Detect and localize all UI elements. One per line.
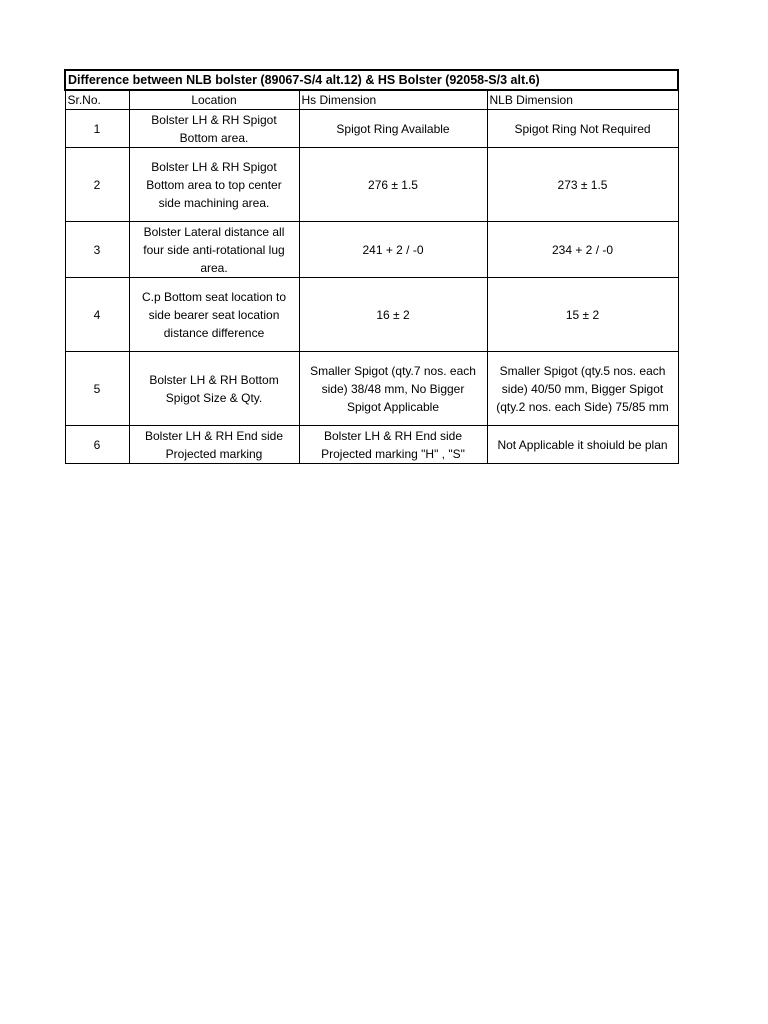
- cell-location[interactable]: [129, 426, 299, 464]
- cell-location[interactable]: [129, 148, 299, 222]
- cell-nlb-dimension[interactable]: [487, 352, 678, 426]
- cell-hs-dimension[interactable]: [299, 148, 487, 222]
- column-header-sr-no[interactable]: Sr.No.: [65, 90, 129, 110]
- table-row: [65, 352, 678, 426]
- cell-nlb-dimension-line: 273 ± 1.5: [557, 177, 608, 192]
- column-header-nlb-dimension[interactable]: NLB Dimension: [487, 90, 678, 110]
- cell-location-line: Bolster LH & RH Spigot: [151, 159, 277, 174]
- cell-nlb-dimension[interactable]: [487, 148, 678, 222]
- table-title[interactable]: Difference between NLB bolster (89067-S/4 alt.12) & HS Bolster (92058-S/3 alt.6): [65, 70, 678, 90]
- cell-nlb-dimension-line: 234 + 2 / -0: [551, 242, 614, 257]
- cell-nlb-dimension-line: Smaller Spigot (qty.5 nos. each: [499, 363, 666, 378]
- cell-nlb-dimension-line: (qty.2 nos. each Side) 75/85 mm: [496, 399, 669, 414]
- cell-nlb-dimension-line: 15 ± 2: [565, 307, 600, 322]
- cell-nlb-dimension[interactable]: [487, 110, 678, 148]
- column-header-location[interactable]: Location: [129, 90, 299, 110]
- cell-hs-dimension[interactable]: [299, 278, 487, 352]
- table-row: [65, 110, 678, 148]
- cell-sr-no[interactable]: 5: [65, 352, 129, 426]
- cell-sr-no[interactable]: 3: [65, 222, 129, 278]
- cell-location-line: area.: [200, 260, 228, 275]
- cell-location[interactable]: [129, 222, 299, 278]
- column-header-hs-dimension[interactable]: Hs Dimension: [299, 90, 487, 110]
- cell-location-line: side machining area.: [158, 195, 270, 210]
- cell-sr-no[interactable]: 4: [65, 278, 129, 352]
- cell-location-line: side bearer seat location: [148, 307, 280, 322]
- table-row: [65, 426, 678, 464]
- cell-sr-no[interactable]: 1: [65, 110, 129, 148]
- spreadsheet-sheet: [64, 69, 677, 464]
- table-title-row: [65, 70, 678, 90]
- cell-hs-dimension[interactable]: [299, 110, 487, 148]
- cell-location-line: Projected marking: [165, 446, 263, 461]
- cell-hs-dimension-line: side) 38/48 mm, No Bigger: [321, 381, 465, 396]
- cell-sr-no[interactable]: 2: [65, 148, 129, 222]
- cell-hs-dimension[interactable]: [299, 222, 487, 278]
- cell-hs-dimension-line: 16 ± 2: [376, 307, 410, 322]
- cell-location-line: distance difference: [163, 325, 265, 340]
- table-body: [65, 110, 678, 464]
- cell-location-line: Bolster LH & RH Spigot: [151, 112, 277, 127]
- cell-location[interactable]: [129, 352, 299, 426]
- table-header-row: [65, 90, 678, 110]
- cell-hs-dimension[interactable]: [299, 352, 487, 426]
- cell-hs-dimension-line: 241 + 2 / -0: [362, 242, 424, 257]
- cell-hs-dimension-line: Spigot Applicable: [346, 399, 440, 414]
- cell-location-line: four side anti-rotational lug: [143, 242, 285, 257]
- cell-hs-dimension-line: Smaller Spigot (qty.7 nos. each: [310, 363, 476, 378]
- table-row: [65, 222, 678, 278]
- cell-hs-dimension[interactable]: [299, 426, 487, 464]
- cell-nlb-dimension-line: Spigot Ring Not Required: [514, 121, 651, 136]
- cell-location[interactable]: [129, 110, 299, 148]
- cell-location-line: Bolster LH & RH Bottom: [149, 372, 279, 387]
- cell-nlb-dimension[interactable]: [487, 278, 678, 352]
- cell-location-line: Bottom area to top center: [146, 177, 282, 192]
- cell-hs-dimension-line: Projected marking "H" , "S": [321, 446, 465, 461]
- table-row: [65, 278, 678, 352]
- cell-sr-no[interactable]: 6: [65, 426, 129, 464]
- cell-location-line: Bolster Lateral distance all: [143, 224, 285, 239]
- cell-location-line: Bottom area.: [179, 130, 249, 145]
- cell-hs-dimension-line: Spigot Ring Available: [336, 121, 450, 136]
- comparison-table: [64, 69, 679, 464]
- cell-hs-dimension-line: 276 ± 1.5: [368, 177, 418, 192]
- cell-location[interactable]: [129, 278, 299, 352]
- cell-nlb-dimension-line: side) 40/50 mm, Bigger Spigot: [501, 381, 664, 396]
- cell-nlb-dimension[interactable]: [487, 426, 678, 464]
- cell-location-line: Spigot Size & Qty.: [165, 390, 263, 405]
- table-row: [65, 148, 678, 222]
- cell-location-line: C.p Bottom seat location to: [141, 289, 287, 304]
- cell-location-line: Bolster LH & RH End side: [144, 428, 284, 443]
- cell-hs-dimension-line: Bolster LH & RH End side: [323, 428, 463, 443]
- cell-nlb-dimension-line: Not Applicable it shoiuld be plan: [497, 437, 668, 452]
- cell-nlb-dimension[interactable]: [487, 222, 678, 278]
